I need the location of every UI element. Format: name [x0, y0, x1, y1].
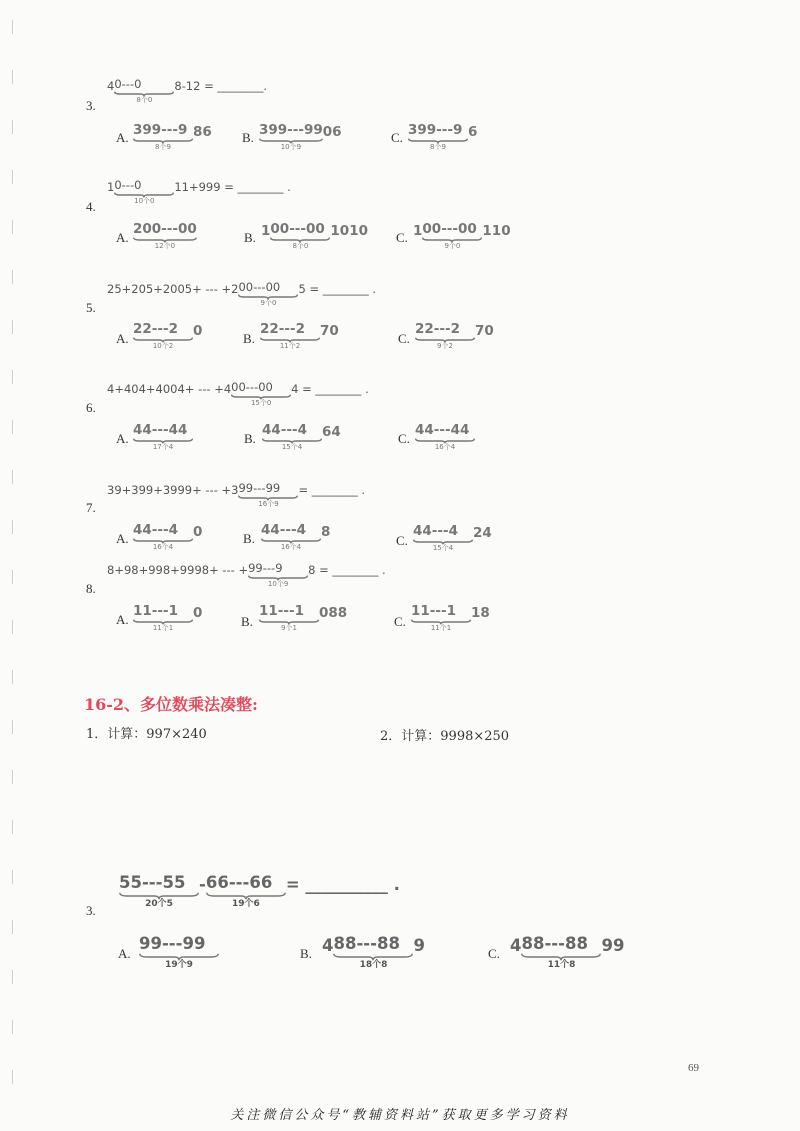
expression-text: 64	[322, 424, 341, 440]
q8-option-a[interactable]	[133, 605, 202, 632]
brace-group	[133, 323, 193, 350]
brace-count-label: 10个9	[267, 579, 289, 588]
q4-expression	[107, 180, 291, 205]
expression-text: 1	[413, 223, 423, 239]
expression-text: 4+404+4004+ --- +4	[107, 382, 232, 396]
digit-run: 44---44	[415, 422, 470, 438]
q3-option-b-label[interactable]: B.	[242, 130, 254, 145]
q6-option-b-label[interactable]: B.	[244, 431, 256, 446]
expression-text: 5 = ________ .	[298, 282, 377, 296]
brace-group	[260, 323, 320, 350]
expression-text: 4	[322, 936, 334, 955]
expression-text: 4	[510, 936, 522, 955]
expression-text: 110	[482, 223, 511, 239]
expression-text: 088	[319, 605, 348, 621]
expression-text: 6	[468, 124, 478, 140]
q5-option-b-label[interactable]: B.	[243, 331, 255, 346]
expression-text: 8-12 = ________.	[174, 79, 268, 93]
digit-run: 55---55	[119, 873, 186, 892]
brace-count-label: 10个9	[280, 142, 302, 151]
brace-count-label: 15个4	[281, 442, 303, 451]
expression-text: 9	[413, 936, 425, 955]
expression-text: 18	[471, 605, 490, 621]
brace-count-label: 11个2	[279, 341, 301, 350]
q8-option-b[interactable]	[259, 605, 347, 632]
digit-run: 00---00	[231, 380, 273, 394]
brace-count-label: 20个5	[145, 898, 173, 909]
page-number: 69	[688, 1062, 699, 1074]
expression-text: 4 = ________ .	[291, 382, 369, 396]
calc-problem-2: 2．计算：9998×250	[380, 729, 510, 744]
q4-number: 4.	[86, 199, 96, 214]
brace-count-label: 11个1	[430, 623, 452, 632]
q8-expression	[107, 563, 386, 588]
expression-text: 8 = ________ .	[308, 563, 386, 577]
q6-option-c[interactable]	[415, 424, 475, 451]
brace-group	[206, 875, 286, 909]
q5-option-a[interactable]	[133, 323, 202, 350]
q3b-option-c[interactable]	[510, 936, 624, 970]
brace-group	[139, 936, 219, 970]
brace-count-label: 8个0	[292, 241, 309, 250]
q3-expression	[107, 79, 267, 104]
q3-option-c-label[interactable]: C.	[391, 130, 403, 145]
q8-number: 8.	[86, 581, 96, 596]
digit-run: 44---44	[133, 422, 188, 438]
q4-option-a-label[interactable]: A.	[116, 230, 129, 245]
digit-run: 00---00	[270, 221, 325, 237]
expression-text: 25+205+2005+ --- +2	[107, 282, 239, 296]
digit-run: 00---00	[422, 221, 477, 237]
q7-option-a-label[interactable]: A.	[116, 531, 129, 546]
expression-text: 0	[193, 323, 203, 339]
q7-option-b[interactable]	[261, 524, 330, 551]
brace-group	[133, 424, 193, 451]
expression-text: 1010	[330, 223, 368, 239]
q3b-option-a-label[interactable]: A.	[118, 946, 131, 961]
q4-option-b[interactable]	[261, 223, 368, 250]
brace-count-label: 17个4	[152, 442, 174, 451]
brace-group	[238, 282, 298, 307]
section-heading: 16-2、多位数乘法凑整:	[84, 695, 258, 714]
q3b-option-c-label[interactable]: C.	[488, 946, 500, 961]
brace-group	[270, 223, 330, 250]
brace-group	[114, 79, 174, 104]
brace-count-label: 9个1	[281, 623, 297, 632]
q3-option-a-label[interactable]: A.	[116, 130, 129, 145]
q5-option-b[interactable]	[260, 323, 339, 350]
expression-text: 06	[322, 124, 342, 140]
q6-option-a[interactable]	[133, 424, 193, 451]
brace-group	[114, 180, 174, 205]
expression-text: 11+999 = ________ .	[174, 180, 291, 194]
q6-option-a-label[interactable]: A.	[116, 431, 129, 446]
expression-text: 1	[261, 223, 271, 239]
expression-text: = __________ .	[285, 875, 400, 894]
brace-count-label: 11个8	[547, 959, 576, 970]
brace-count-label: 8个0	[136, 95, 153, 104]
q8-option-c-label[interactable]: C.	[394, 614, 406, 629]
brace-group	[133, 223, 197, 250]
q3b-option-b[interactable]	[322, 936, 425, 970]
digit-run: 11---1	[411, 603, 456, 619]
expression-text: 0	[193, 605, 203, 621]
brace-count-label: 9个0	[444, 241, 461, 250]
brace-group	[248, 563, 308, 588]
binding-margin	[12, 20, 18, 1100]
brace-group	[411, 605, 471, 632]
brace-count-label: 16个4	[152, 542, 174, 551]
expression-text: = ________ .	[298, 483, 366, 497]
brace-group	[238, 483, 298, 508]
q3b-option-a[interactable]	[139, 936, 219, 970]
digit-run: 200---00	[133, 221, 197, 237]
q8-option-c[interactable]	[411, 605, 490, 632]
brace-count-label: 19个9	[165, 959, 193, 970]
digit-run: 22---2	[133, 321, 178, 337]
brace-count-label: 15个0	[250, 398, 272, 407]
q8-option-a-label[interactable]: A.	[116, 612, 129, 627]
digit-run: 66---66	[205, 873, 273, 892]
digit-run: 44---4	[133, 522, 178, 538]
brace-group	[259, 124, 323, 151]
brace-group	[422, 223, 482, 250]
q5-option-c[interactable]	[415, 323, 494, 350]
expression-text: 39+399+3999+ --- +3	[107, 483, 239, 497]
digit-run: 44---4	[261, 522, 306, 538]
digit-run: 22---2	[260, 321, 305, 337]
brace-group	[415, 424, 475, 451]
q7-number: 7.	[86, 500, 96, 515]
brace-group	[133, 605, 193, 632]
brace-count-label: 18个8	[359, 959, 388, 970]
brace-count-label: 19个6	[231, 898, 260, 909]
q5-number: 5.	[86, 300, 96, 315]
brace-group	[413, 525, 473, 552]
brace-group	[262, 424, 322, 451]
q4-option-c[interactable]	[413, 223, 511, 250]
brace-group	[415, 323, 475, 350]
brace-group	[259, 605, 319, 632]
q3b-option-b-label[interactable]: B.	[300, 946, 312, 961]
expression-text: 99	[601, 936, 625, 955]
digit-run: 44---4	[262, 422, 307, 438]
digit-run: 399---99	[259, 122, 323, 138]
digit-run: 11---1	[133, 603, 178, 619]
q7-option-c-label[interactable]: C.	[396, 533, 408, 548]
q3-number: 3.	[86, 98, 96, 113]
brace-group	[408, 124, 468, 151]
q6-number: 6.	[86, 400, 96, 415]
digit-run: 0---0	[114, 178, 142, 192]
digit-run: 88---88	[521, 934, 588, 953]
digit-run: 22---2	[415, 321, 460, 337]
brace-count-label: 9个2	[437, 341, 453, 350]
q3-option-a[interactable]	[133, 124, 212, 151]
digit-run: 88---88	[333, 934, 400, 953]
digit-run: 99---9	[248, 561, 283, 575]
q7-expression	[107, 483, 365, 508]
brace-group	[333, 936, 413, 970]
q5-option-a-label[interactable]: A.	[116, 331, 129, 346]
brace-count-label: 16个4	[280, 542, 302, 551]
q8-option-b-label[interactable]: B.	[241, 614, 253, 629]
q5-option-c-label[interactable]: C.	[398, 331, 410, 346]
q6-option-b[interactable]	[262, 424, 341, 451]
q5-expression	[107, 282, 376, 307]
q4-option-b-label[interactable]: B.	[244, 230, 256, 245]
footer-note: 关注微信公众号“教辅资料站”获取更多学习资料	[230, 1108, 570, 1123]
q6-option-c-label[interactable]: C.	[398, 431, 410, 446]
expression-text: 8+98+998+9998+ --- +	[107, 563, 249, 577]
digit-run: 99---99	[139, 934, 206, 953]
q7-option-c[interactable]	[413, 525, 492, 552]
brace-count-label: 12个0	[154, 241, 176, 250]
brace-group	[133, 124, 193, 151]
brace-count-label: 16个4	[434, 442, 456, 451]
expression-text: 70	[320, 323, 339, 339]
q6-expression	[107, 382, 369, 407]
q4-option-a[interactable]	[133, 223, 197, 250]
q7-option-a[interactable]	[133, 524, 202, 551]
brace-count-label: 11个1	[152, 623, 174, 632]
q4-option-c-label[interactable]: C.	[396, 230, 408, 245]
expression-text: -	[199, 875, 206, 894]
digit-run: 00---00	[238, 280, 281, 294]
digit-run: 399---9	[133, 122, 188, 138]
expression-text: 8	[321, 524, 331, 540]
digit-run: 44---4	[413, 523, 458, 539]
q3b-expression	[119, 875, 400, 909]
expression-text: 1	[107, 180, 115, 194]
brace-group	[119, 875, 199, 909]
expression-text: 0	[193, 524, 203, 540]
brace-count-label: 8个9	[155, 142, 171, 151]
digit-run: 99---99	[238, 481, 281, 495]
q7-option-b-label[interactable]: B.	[243, 531, 255, 546]
expression-text: 70	[475, 323, 494, 339]
brace-count-label: 8个9	[430, 142, 446, 151]
brace-group	[231, 382, 291, 407]
brace-group	[521, 936, 601, 970]
brace-count-label: 10个2	[152, 341, 174, 350]
digit-run: 11---1	[259, 603, 304, 619]
expression-text: 86	[193, 124, 212, 140]
q3-option-b[interactable]	[259, 124, 342, 151]
brace-group	[133, 524, 193, 551]
digit-run: 0---0	[114, 77, 142, 91]
expression-text: 24	[473, 525, 492, 541]
brace-count-label: 15个4	[432, 543, 454, 552]
calc-problem-1: 1．计算：997×240	[86, 727, 207, 742]
q3-option-c[interactable]	[408, 124, 477, 151]
brace-group	[261, 524, 321, 551]
brace-count-label: 9个0	[260, 298, 277, 307]
q3b-number: 3.	[86, 903, 96, 918]
expression-text: 4	[107, 79, 115, 93]
brace-count-label: 10个0	[134, 196, 155, 205]
brace-count-label: 16个9	[258, 499, 279, 508]
digit-run: 399---9	[408, 122, 463, 138]
